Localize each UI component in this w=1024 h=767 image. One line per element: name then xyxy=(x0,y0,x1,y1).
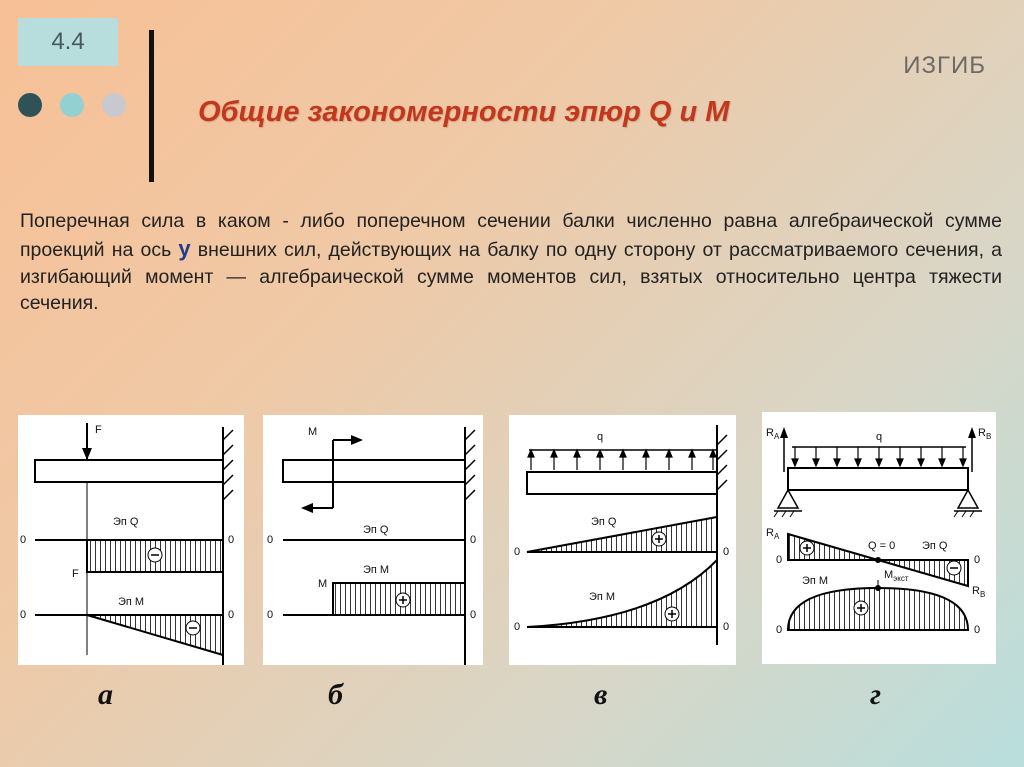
epm-label: Эп M xyxy=(589,591,616,603)
reaction-a-label: $R_A$ xyxy=(766,427,780,441)
body-text xyxy=(20,208,1002,316)
slide-title: Общие закономерности эпюр Q и M xyxy=(198,96,730,128)
zero-label: 0 xyxy=(723,621,730,633)
zero-label: 0 xyxy=(228,609,235,621)
epm-label: Эп M xyxy=(118,596,145,608)
force-label: F xyxy=(95,424,102,436)
caption-b: б xyxy=(328,678,343,711)
moment-label: M xyxy=(308,426,318,438)
slide-number: 4.4 xyxy=(18,18,118,66)
diagram-g xyxy=(762,412,996,664)
diagram-b-svg xyxy=(263,415,483,665)
diagram-a-svg xyxy=(18,415,244,665)
caption-g: г xyxy=(870,678,882,711)
divider xyxy=(149,30,154,182)
diagram-a xyxy=(18,415,244,665)
epq-label: Эп Q xyxy=(591,516,617,528)
zero-label: 0 xyxy=(776,624,783,636)
zero-label: 0 xyxy=(974,554,981,566)
load-label: q xyxy=(597,431,604,443)
diagram-v-svg xyxy=(509,415,736,665)
epm-label: Эп M xyxy=(802,575,829,587)
zero-label: 0 xyxy=(470,534,477,546)
reaction-b-label: $R_B$ xyxy=(978,427,992,441)
epq-label: Эп Q xyxy=(363,524,389,536)
diagram-g-svg xyxy=(762,412,996,664)
caption-v: в xyxy=(594,678,608,711)
epm-label: Эп M xyxy=(363,564,390,576)
epq-label: Эп Q xyxy=(922,540,948,552)
section-label: ИЗГИБ xyxy=(903,52,986,79)
zero-label: 0 xyxy=(723,546,730,558)
reaction-a-value: $R_A$ xyxy=(766,527,780,541)
m-max-label: $M_{экст}$ xyxy=(884,569,909,583)
q-value-label: F xyxy=(72,568,79,580)
epq-label: Эп Q xyxy=(113,516,139,528)
zero-label: 0 xyxy=(20,534,27,546)
zero-label: 0 xyxy=(776,554,783,566)
diagram-b xyxy=(263,415,483,665)
load-label: q xyxy=(876,431,883,443)
zero-label: 0 xyxy=(267,609,274,621)
decor-dot xyxy=(60,93,84,117)
decor-dot xyxy=(18,93,42,117)
zero-label: 0 xyxy=(514,621,521,633)
decor-dot xyxy=(102,93,126,117)
axis-y: y xyxy=(178,236,191,262)
diagram-v xyxy=(509,415,736,665)
body-text-part: внешних сил, действующих на балку по одну сторону от рассматриваемого сечения, а изгибающий момент — алгебраической сумме моментов сил, взятых относительно центра тяжести сечения. xyxy=(20,239,1003,314)
caption-a: а xyxy=(98,678,113,711)
zero-label: 0 xyxy=(974,624,981,636)
reaction-b-value: $R_B$ xyxy=(972,585,986,599)
body-text-part: Поперечная сила в каком - либо поперечном сечении балки численно равна алгебраической сумме проекций на ось xyxy=(20,210,1002,262)
zero-label: 0 xyxy=(20,609,27,621)
m-value-label: M xyxy=(318,578,328,590)
zero-label: 0 xyxy=(470,609,477,621)
zero-label: 0 xyxy=(228,534,235,546)
zero-label: 0 xyxy=(267,534,274,546)
q-zero-label: Q = 0 xyxy=(868,540,896,552)
zero-label: 0 xyxy=(514,546,521,558)
